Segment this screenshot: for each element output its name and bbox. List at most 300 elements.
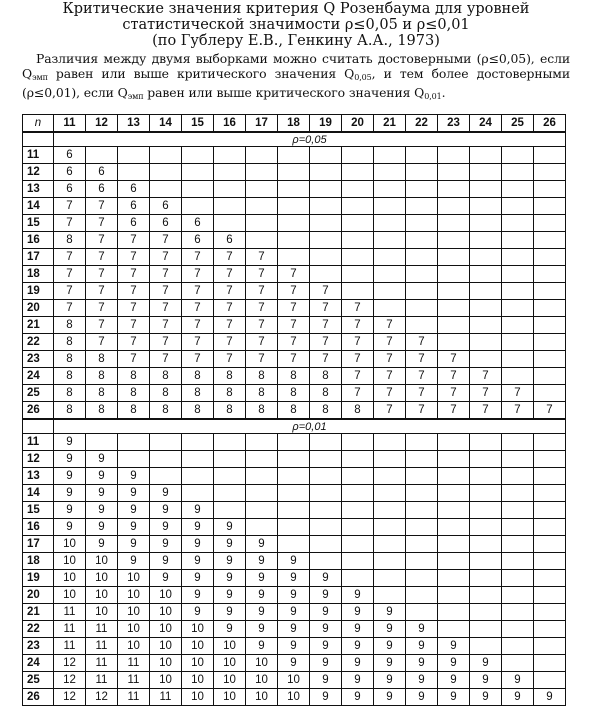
table-cell: 7 [374,368,406,385]
table-row [23,283,566,300]
table-cell [470,198,502,215]
table-cell [406,536,438,553]
table-cell [342,147,374,164]
table-cell: 11 [86,672,118,689]
row-header: 13 [23,181,54,198]
column-header: 24 [470,115,502,133]
table-cell: 9 [150,536,182,553]
table-cell [438,587,470,604]
table-cell [246,468,278,485]
table-cell: 10 [118,638,150,655]
table-cell: 6 [118,181,150,198]
section-blank-cell [23,419,54,434]
table-cell: 8 [118,385,150,402]
intro-sub-4: 0,01 [424,92,442,101]
table-cell [470,570,502,587]
table-cell: 12 [54,655,86,672]
table-cell: 10 [118,621,150,638]
table-cell: 7 [150,300,182,317]
table-cell [214,502,246,519]
table-cell: 7 [150,317,182,334]
table-cell [310,451,342,468]
table-cell: 9 [246,570,278,587]
row-header: 18 [23,266,54,283]
row-header: 12 [23,451,54,468]
table-cell: 8 [54,232,86,249]
table-cell: 6 [54,147,86,164]
table-cell [406,553,438,570]
table-cell: 8 [310,402,342,420]
table-cell [214,215,246,232]
table-cell: 7 [150,232,182,249]
table-cell [502,283,534,300]
table-cell: 9 [342,689,374,706]
table-cell [470,351,502,368]
table-cell: 7 [118,351,150,368]
table-cell: 10 [182,638,214,655]
row-header: 11 [23,434,54,451]
table-cell: 7 [342,300,374,317]
table-cell: 7 [214,283,246,300]
table-cell: 10 [86,553,118,570]
table-cell: 9 [342,672,374,689]
table-cell: 7 [438,402,470,420]
table-cell: 10 [214,655,246,672]
table-cell: 6 [86,181,118,198]
table-cell: 8 [86,368,118,385]
table-cell: 7 [406,402,438,420]
table-cell [278,485,310,502]
table-cell [278,519,310,536]
table-cell [374,266,406,283]
table-cell: 6 [150,198,182,215]
table-cell [438,604,470,621]
table-cell: 6 [150,215,182,232]
table-cell: 9 [214,519,246,536]
table-cell: 7 [150,249,182,266]
table-cell [310,198,342,215]
table-cell [342,164,374,181]
table-cell: 9 [246,536,278,553]
table-cell: 7 [86,215,118,232]
table-cell [374,536,406,553]
table-cell: 7 [54,266,86,283]
table-cell: 7 [54,198,86,215]
table-cell: 11 [54,638,86,655]
table-cell: 9 [246,587,278,604]
table-cell: 9 [438,672,470,689]
table-cell: 7 [502,385,534,402]
table-cell [438,553,470,570]
table-cell [182,434,214,451]
table-cell [534,283,566,300]
table-cell: 9 [374,689,406,706]
table-cell: 7 [182,249,214,266]
table-cell [502,604,534,621]
table-cell [534,502,566,519]
table-cell [534,351,566,368]
table-cell: 8 [54,351,86,368]
table-cell: 7 [118,283,150,300]
table-cell: 7 [406,385,438,402]
table-cell [182,198,214,215]
table-cell: 8 [54,334,86,351]
table-cell: 7 [374,334,406,351]
table-cell: 9 [534,689,566,706]
table-cell: 8 [86,385,118,402]
column-header: 22 [406,115,438,133]
table-cell [278,164,310,181]
table-cell: 7 [278,266,310,283]
table-cell: 7 [182,317,214,334]
row-header: 25 [23,385,54,402]
table-cell: 8 [182,368,214,385]
table-cell [246,434,278,451]
table-cell [438,266,470,283]
table-row [23,334,566,351]
table-cell [278,232,310,249]
row-header: 26 [23,402,54,420]
table-cell [438,468,470,485]
table-cell [182,485,214,502]
table-cell: 9 [246,604,278,621]
table-cell: 7 [118,266,150,283]
table-cell [374,283,406,300]
table-cell [278,451,310,468]
table-cell: 9 [374,655,406,672]
table-row [23,638,566,655]
table-cell [214,147,246,164]
table-cell: 10 [54,587,86,604]
table-cell [342,434,374,451]
table-cell [438,147,470,164]
table-cell [278,198,310,215]
table-cell: 10 [54,570,86,587]
table-cell: 7 [54,283,86,300]
table-cell [502,570,534,587]
table-cell [438,334,470,351]
table-cell [374,147,406,164]
table-cell: 7 [54,215,86,232]
table-cell [438,434,470,451]
row-header: 21 [23,604,54,621]
column-header: 20 [342,115,374,133]
table-cell [342,181,374,198]
row-header: 22 [23,334,54,351]
table-row [23,147,566,164]
table-cell [342,502,374,519]
table-cell: 9 [246,638,278,655]
table-cell: 10 [150,655,182,672]
table-cell: 7 [438,351,470,368]
table-cell [374,215,406,232]
table-cell [534,434,566,451]
intro-sub-2: 0,05 [354,73,372,82]
table-cell: 7 [182,351,214,368]
table-cell: 9 [246,621,278,638]
table-cell [246,485,278,502]
table-cell: 7 [86,300,118,317]
table-cell [406,181,438,198]
table-cell: 7 [86,283,118,300]
table-cell: 7 [246,283,278,300]
table-row [23,655,566,672]
table-cell [214,164,246,181]
row-header: 15 [23,215,54,232]
row-header: 23 [23,351,54,368]
table-cell: 10 [118,604,150,621]
table-cell: 7 [86,334,118,351]
table-cell: 9 [310,570,342,587]
table-cell [534,334,566,351]
table-cell [438,215,470,232]
table-cell [310,502,342,519]
table-cell: 7 [86,266,118,283]
table-cell: 12 [54,689,86,706]
table-cell: 9 [86,468,118,485]
table-cell [534,249,566,266]
table-cell: 9 [310,638,342,655]
table-cell [502,232,534,249]
table-row [23,181,566,198]
table-cell: 7 [118,232,150,249]
table-cell [438,198,470,215]
table-row [23,300,566,317]
table-cell [374,570,406,587]
table-cell [374,300,406,317]
table-cell: 9 [182,570,214,587]
table-cell [278,215,310,232]
table-cell: 8 [310,385,342,402]
table-cell [438,451,470,468]
critical-values-table [22,114,566,706]
table-cell [534,604,566,621]
table-cell: 7 [214,334,246,351]
table-row [23,266,566,283]
table-cell [438,519,470,536]
table-cell [118,147,150,164]
table-cell: 9 [310,604,342,621]
table-cell: 9 [150,570,182,587]
table-cell [502,198,534,215]
table-cell: 7 [374,351,406,368]
table-cell [438,621,470,638]
table-cell [502,164,534,181]
table-cell: 7 [502,402,534,420]
table-cell: 7 [86,198,118,215]
row-header: 19 [23,283,54,300]
table-cell: 9 [278,604,310,621]
table-cell: 9 [182,502,214,519]
title-line-1: Критические значения критерия Q Розенбаума для уровней [62,1,530,17]
table-cell [278,249,310,266]
row-header: 12 [23,164,54,181]
table-cell: 9 [310,655,342,672]
table-cell [438,570,470,587]
table-cell: 10 [150,621,182,638]
table-cell [534,570,566,587]
table-cell [534,638,566,655]
table-cell: 10 [246,655,278,672]
table-cell: 10 [278,672,310,689]
table-cell [374,553,406,570]
table-row [23,570,566,587]
table-cell: 9 [278,587,310,604]
table-cell: 8 [182,385,214,402]
table-cell [214,198,246,215]
row-header: 14 [23,485,54,502]
column-header: 21 [374,115,406,133]
table-cell: 7 [214,317,246,334]
table-cell: 8 [246,368,278,385]
table-cell: 9 [438,638,470,655]
column-header: 25 [502,115,534,133]
table-cell: 7 [310,283,342,300]
table-cell [502,147,534,164]
column-header: 23 [438,115,470,133]
table-cell: 11 [86,621,118,638]
table-cell [278,181,310,198]
table-cell [502,334,534,351]
table-row [23,672,566,689]
table-cell [534,451,566,468]
table-cell: 9 [118,553,150,570]
table-cell [374,502,406,519]
row-header: 16 [23,232,54,249]
table-row [23,198,566,215]
table-cell: 7 [310,351,342,368]
table-cell [214,451,246,468]
table-cell: 10 [182,689,214,706]
row-header: 23 [23,638,54,655]
table-cell [502,468,534,485]
table-cell [246,232,278,249]
row-header: 20 [23,300,54,317]
table-cell [470,283,502,300]
table-cell: 9 [182,553,214,570]
table-cell: 9 [342,621,374,638]
table-cell [470,621,502,638]
table-cell: 7 [438,368,470,385]
table-cell: 9 [86,536,118,553]
table-cell [438,300,470,317]
table-cell: 7 [86,232,118,249]
table-cell [534,232,566,249]
table-cell [342,215,374,232]
table-cell: 8 [310,368,342,385]
table-cell: 9 [118,536,150,553]
table-cell: 7 [406,368,438,385]
table-cell: 7 [246,351,278,368]
column-header: 15 [182,115,214,133]
table-cell [502,519,534,536]
table-cell [374,181,406,198]
section-row [23,419,566,434]
table-cell: 9 [470,672,502,689]
table-row [23,536,566,553]
table-cell [534,317,566,334]
table-cell: 7 [342,351,374,368]
table-cell: 9 [310,621,342,638]
table-cell: 7 [470,402,502,420]
table-cell [118,164,150,181]
column-header: 13 [118,115,150,133]
table-cell [470,468,502,485]
table-cell: 7 [118,249,150,266]
table-cell: 7 [374,402,406,420]
table-cell: 8 [150,402,182,420]
table-cell [534,468,566,485]
title-line-2: статистической значимости ρ≤0,05 и ρ≤0,01 [122,17,470,33]
table-cell: 7 [246,249,278,266]
table-cell: 9 [54,485,86,502]
table-cell: 9 [342,655,374,672]
table-cell [438,317,470,334]
table-cell: 7 [342,334,374,351]
column-header: 18 [278,115,310,133]
table-cell [374,587,406,604]
table-row [23,317,566,334]
table-cell [374,451,406,468]
table-cell: 9 [150,485,182,502]
table-cell: 10 [246,689,278,706]
table-cell [502,553,534,570]
table-cell [502,317,534,334]
table-cell [502,266,534,283]
table-cell: 7 [214,249,246,266]
table-cell [534,587,566,604]
table-cell [470,249,502,266]
table-cell [310,181,342,198]
table-cell: 7 [534,402,566,420]
table-cell [214,434,246,451]
table-cell [214,468,246,485]
table-cell: 8 [278,402,310,420]
table-cell: 6 [118,215,150,232]
table-cell: 9 [278,553,310,570]
table-cell: 8 [182,402,214,420]
table-cell [406,198,438,215]
table-cell: 7 [182,266,214,283]
table-cell [502,502,534,519]
table-cell [118,451,150,468]
table-cell [150,164,182,181]
table-cell [310,147,342,164]
table-cell [374,468,406,485]
table-cell: 7 [406,351,438,368]
table-cell: 7 [150,351,182,368]
table-cell: 10 [246,672,278,689]
table-cell: 9 [310,689,342,706]
table-cell [502,451,534,468]
table-cell: 9 [342,587,374,604]
table-row [23,232,566,249]
intro-text-1: Различия между двумя выборками можно считать достоверными (ρ≤0,05), если Q [22,51,570,81]
table-cell: 9 [374,621,406,638]
table-cell: 6 [214,232,246,249]
table-cell [182,181,214,198]
table-cell: 9 [342,638,374,655]
table-cell: 8 [54,368,86,385]
table-cell [342,570,374,587]
table-cell: 9 [246,553,278,570]
table-cell: 7 [342,385,374,402]
row-header: 20 [23,587,54,604]
table-cell: 7 [406,334,438,351]
table-cell: 9 [406,638,438,655]
table-cell: 11 [86,655,118,672]
table-cell: 9 [470,689,502,706]
